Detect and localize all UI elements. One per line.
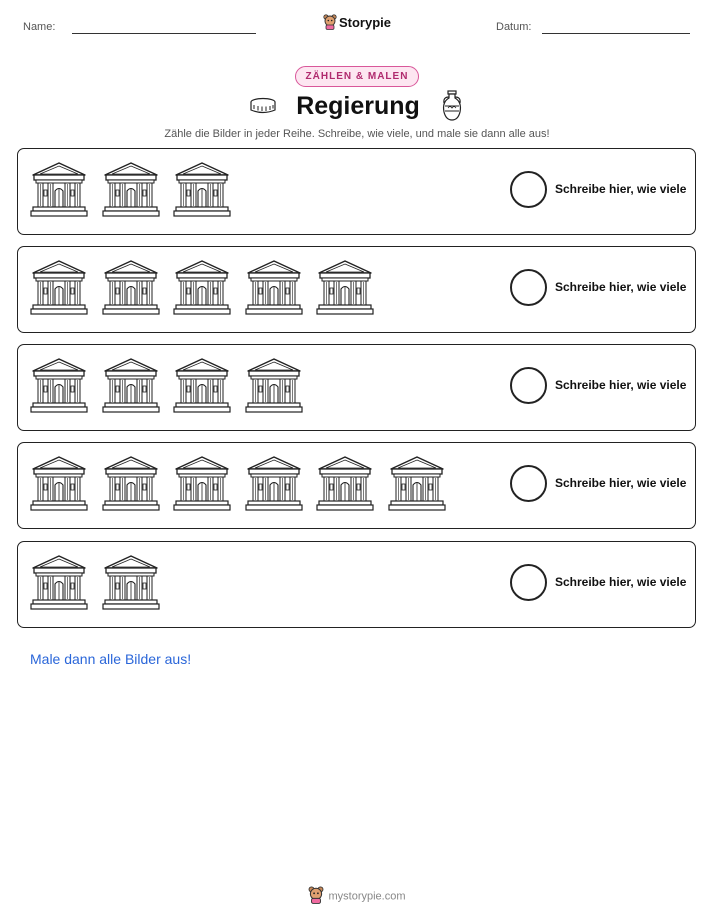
answer-prompt: Schreibe hier, wie viele	[555, 575, 687, 589]
counting-row	[17, 246, 696, 333]
bear-logo-icon	[308, 886, 324, 907]
page-title: Regierung	[296, 91, 420, 120]
government-building-icon	[102, 455, 160, 513]
answer-circle[interactable]	[510, 564, 547, 601]
answer-prompt: Schreibe hier, wie viele	[555, 476, 687, 490]
colosseum-icon	[250, 97, 280, 114]
answer-prompt: Schreibe hier, wie viele	[555, 182, 687, 196]
government-building-icon	[102, 357, 160, 415]
name-label: Name:	[23, 21, 56, 33]
date-label: Datum:	[496, 21, 532, 33]
answer-circle[interactable]	[510, 269, 547, 306]
category-badge: ZÄHLEN & MALEN	[295, 66, 420, 87]
government-building-icon	[30, 161, 88, 219]
name-line[interactable]	[72, 33, 256, 34]
bear-logo-icon	[323, 14, 337, 33]
counting-row	[17, 344, 696, 431]
bottom-note: Male dann alle Bilder aus!	[30, 651, 192, 667]
government-building-icon	[30, 259, 88, 317]
footer-url: mystorypie.com	[328, 890, 406, 903]
counting-row	[17, 148, 696, 235]
government-building-icon	[30, 455, 88, 513]
footer	[0, 886, 714, 907]
government-building-icon	[388, 455, 446, 513]
government-building-icon	[316, 455, 374, 513]
answer-prompt: Schreibe hier, wie viele	[555, 378, 687, 392]
answer-circle[interactable]	[510, 367, 547, 404]
counting-row	[17, 541, 696, 628]
brand-name: Storypie	[338, 14, 391, 30]
government-building-icon	[173, 161, 231, 219]
government-building-icon	[245, 259, 303, 317]
government-building-icon	[245, 455, 303, 513]
answer-prompt: Schreibe hier, wie viele	[555, 280, 687, 294]
government-building-icon	[245, 357, 303, 415]
answer-circle[interactable]	[510, 465, 547, 502]
answer-circle[interactable]	[510, 171, 547, 208]
government-building-icon	[30, 554, 88, 612]
brand	[0, 14, 714, 33]
government-building-icon	[173, 455, 231, 513]
government-building-icon	[316, 259, 374, 317]
amphora-icon	[440, 97, 464, 114]
government-building-icon	[102, 161, 160, 219]
government-building-icon	[173, 259, 231, 317]
government-building-icon	[173, 357, 231, 415]
counting-row	[17, 442, 696, 529]
instructions: Zähle die Bilder in jeder Reihe. Schreibe, wie viele, und male sie dann alle aus!	[164, 128, 550, 140]
government-building-icon	[102, 259, 160, 317]
government-building-icon	[30, 357, 88, 415]
title-row	[0, 90, 714, 122]
date-line[interactable]	[542, 33, 690, 34]
government-building-icon	[102, 554, 160, 612]
